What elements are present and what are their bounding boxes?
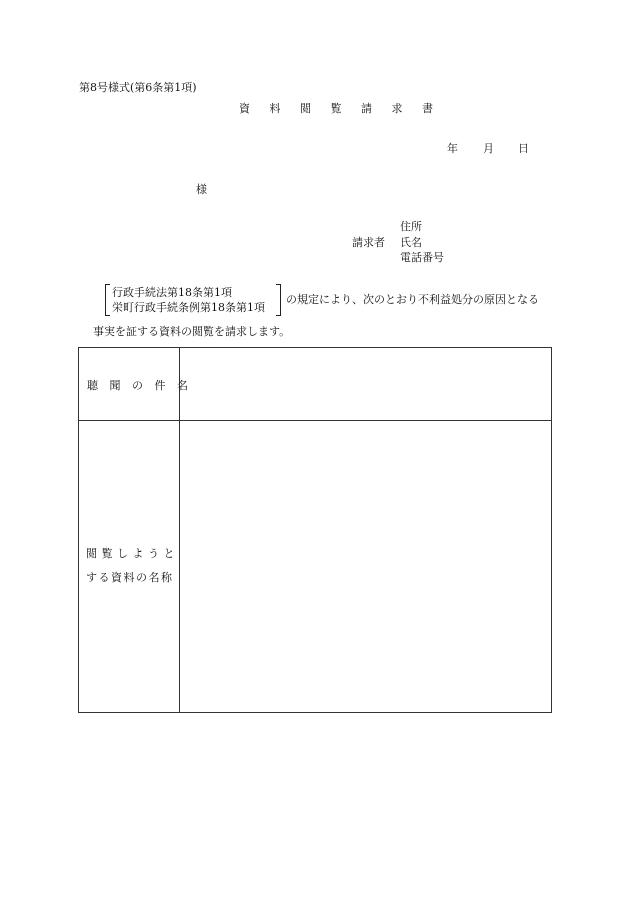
basis-ordinance-option: 栄町行政手続条例第18条第1項: [112, 301, 265, 314]
right-bracket: [276, 284, 281, 316]
form-number: 第8号様式(第6条第1項): [79, 81, 197, 94]
request-statement-line2: 事実を証する資料の閲覧を請求します。: [93, 325, 291, 338]
basis-law-option: 行政手続法第18条第1項: [112, 286, 232, 299]
document-name-label-line1: 閲覧しようと: [86, 547, 179, 560]
phone-label: 電話番号: [400, 251, 444, 264]
hearing-title-label: 聴 聞 の 件 名: [87, 379, 192, 392]
address-label: 住所: [400, 220, 422, 233]
date-year-label: 年: [447, 142, 458, 155]
addressee-suffix: 様: [196, 183, 207, 196]
left-bracket: [105, 284, 110, 316]
document-name-label-line2: する資料の名称: [86, 571, 174, 584]
name-label: 氏名: [400, 236, 422, 249]
requester-label: 請求者: [352, 236, 385, 249]
request-table: [78, 347, 552, 713]
date-day-label: 日: [518, 142, 529, 155]
document-title: 資 料 閲 覧 請 求 書: [239, 102, 441, 115]
table-row-divider: [79, 420, 551, 421]
request-statement-line1: の規定により、次のとおり不利益処分の原因となる: [286, 293, 539, 306]
table-column-divider: [179, 348, 180, 712]
date-month-label: 月: [483, 142, 494, 155]
